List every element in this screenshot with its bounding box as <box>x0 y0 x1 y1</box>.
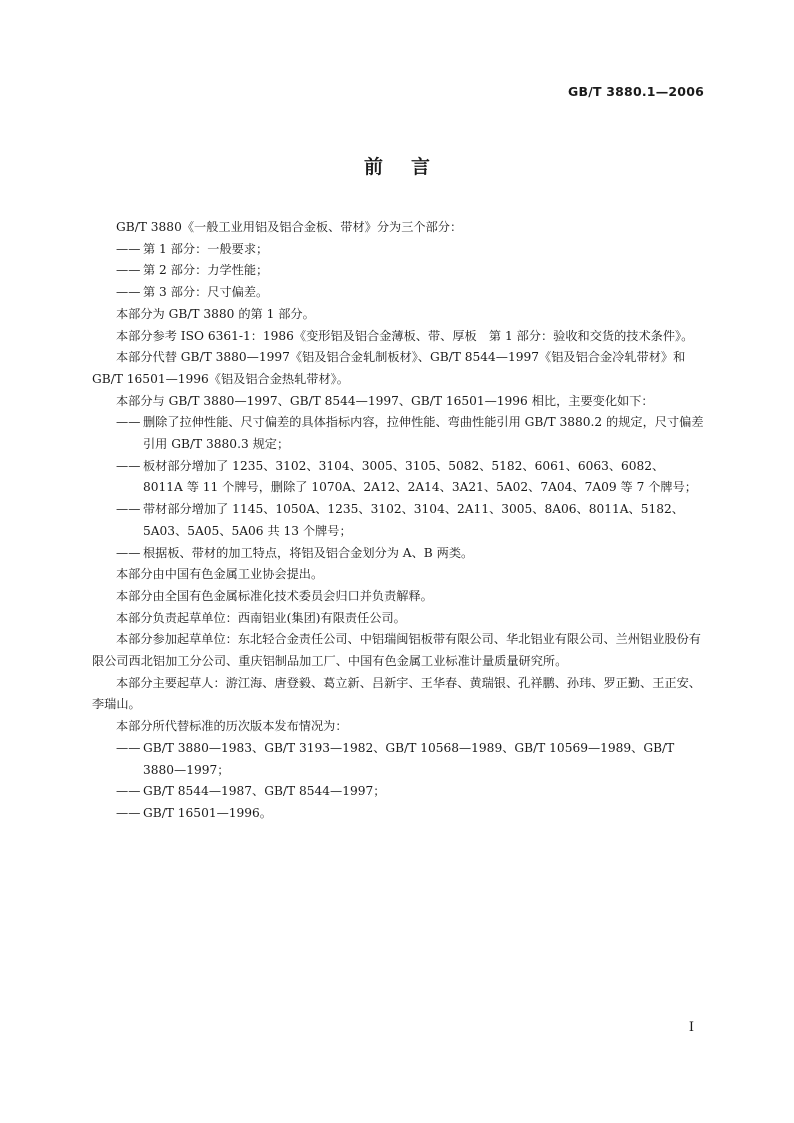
dash-list-item <box>92 543 704 565</box>
list-item-text: GB/T 16501—1996。 <box>143 805 272 820</box>
paragraph: 本部分参考 ISO 6361-1：1986《变形铝及铝合金薄板、带、厚板 第 1 部分：验收和交货的技术条件》。 <box>116 328 694 343</box>
dash-marker: —— <box>116 241 141 256</box>
paragraph: 本部分由全国有色金属标准化技术委员会归口并负责解释。 <box>116 588 433 603</box>
dash-marker: —— <box>116 458 141 473</box>
dash-list-item <box>92 738 704 781</box>
paragraph: 本部分所代替标准的历次版本发布情况为： <box>116 719 348 734</box>
dash-list-item <box>92 499 704 542</box>
dash-list-item <box>92 803 704 825</box>
dash-marker: —— <box>116 784 141 799</box>
page-number: I <box>688 1020 694 1035</box>
dash-marker: —— <box>116 805 141 820</box>
dash-list-item <box>92 239 704 261</box>
document-body <box>92 217 704 825</box>
dash-list-item <box>92 282 704 304</box>
paragraph: 本部分代替 GB/T 3880—1997《铝及铝合金轧制板材》、GB/T 8544—1997《铝及铝合金冷轧带材》和 GB/T 16501—1996《铝及铝合金热轧带材》。 <box>92 350 686 386</box>
dash-marker: —— <box>116 285 141 300</box>
paragraph: 本部分为 GB/T 3880 的第 1 部分。 <box>116 306 315 321</box>
dash-list-item <box>92 456 704 499</box>
list-item-text: GB/T 3880—1983、GB/T 3193—1982、GB/T 10568—1989、GB/T 10569—1989、GB/T 3880—1997； <box>143 740 675 777</box>
dash-list-item <box>92 781 704 803</box>
paragraph: 本部分负责起草单位：西南铝业(集团)有限责任公司。 <box>116 610 406 625</box>
page-title: 前言 <box>363 156 458 178</box>
list-item-text: 第 1 部分：一般要求； <box>143 241 269 256</box>
list-item-text: 带材部分增加了 1145、1050A、1235、3102、3104、2A11、3005、8A06、8011A、5182、5A03、5A05、5A06 共 13 个牌号； <box>143 502 684 538</box>
list-item-text: 根据板、带材的加工特点，将铝及铝合金划分为 A、B 两类。 <box>143 545 474 560</box>
dash-marker: —— <box>116 502 141 517</box>
list-item-text: 第 2 部分：力学性能； <box>143 263 269 278</box>
dash-list-item <box>92 412 704 455</box>
paragraph: 本部分由中国有色金属工业协会提出。 <box>116 567 324 582</box>
list-item-text: 板材部分增加了 1235、3102、3104、3005、3105、5082、5182、6061、6063、6082、8011A 等 11 个牌号，删除了 1070A、2A12、2A14、3A21、5A02、7A04、7A09 等 7 个牌号； <box>143 458 697 495</box>
standard-number: GB/T 3880.1—2006 <box>568 84 704 99</box>
list-item-text: 第 3 部分：尺寸偏差。 <box>143 285 269 300</box>
dash-marker: —— <box>116 415 141 430</box>
paragraph: GB/T 3880《一般工业用铝及铝合金板、带材》分为三个部分： <box>116 220 463 234</box>
list-item-text: 删除了拉伸性能、尺寸偏差的具体指标内容，拉伸性能、弯曲性能引用 GB/T 3880.2 的规定，尺寸偏差引用 GB/T 3880.3 规定； <box>143 415 704 452</box>
dash-marker: —— <box>116 263 141 278</box>
dash-list-item <box>92 260 704 282</box>
paragraph: 本部分主要起草人：游江海、唐登毅、葛立新、吕新宇、王华春、黄瑞银、孔祥鹏、孙玮、罗正勤、王正安、李瑞山。 <box>92 675 701 712</box>
paragraph: 本部分参加起草单位：东北轻合金责任公司、中铝瑞闽铝板带有限公司、华北铝业有限公司、兰州铝业股份有限公司西北铝加工分公司、重庆铝制品加工厂、中国有色金属工业标准计量质量研究所。 <box>92 632 701 669</box>
list-item-text: GB/T 8544—1987、GB/T 8544—1997； <box>143 784 386 799</box>
paragraph: 本部分与 GB/T 3880—1997、GB/T 8544—1997、GB/T 16501—1996 相比，主要变化如下： <box>116 393 654 408</box>
dash-marker: —— <box>116 740 141 755</box>
dash-marker: —— <box>116 545 141 560</box>
